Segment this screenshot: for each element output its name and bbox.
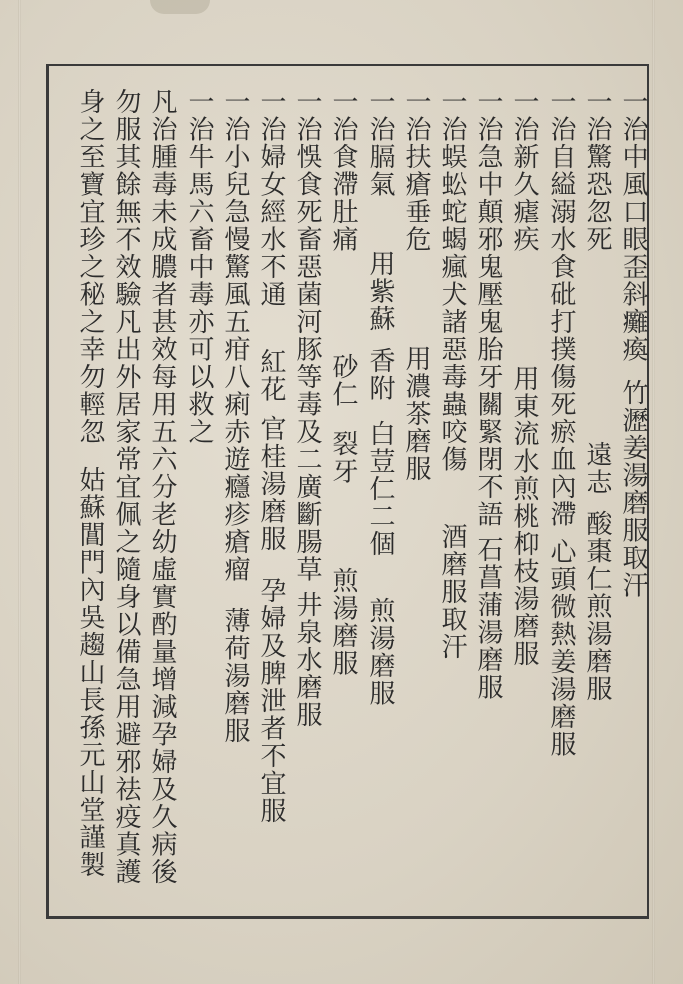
text-segment: 一治食滯肚痛 (328, 88, 358, 253)
text-segment: 薄荷湯磨服 (220, 607, 250, 745)
text-column-16 (73, 88, 107, 878)
text-segment: 一治小兒急慢驚風五疳八痢赤遊癮疹瘡瘤 (220, 88, 250, 583)
text-column-12 (218, 88, 252, 745)
text-segment: 一治中風口眼歪斜癱瘓 (618, 88, 648, 363)
text-segment: 身之至寶宜珍之秘之幸勿輕忽 (75, 88, 105, 446)
text-column-3 (544, 88, 578, 758)
text-column-4 (507, 88, 541, 668)
text-segment: 一治驚恐忽死 (582, 88, 612, 253)
text-column-7 (399, 88, 433, 483)
text-segment: 井泉水磨服 (292, 591, 322, 729)
text-column-13 (182, 88, 216, 446)
text-segment: 孕婦及脾泄者不宜服 (256, 576, 286, 824)
text-segment: 官桂湯磨服 (256, 415, 286, 553)
text-segment: 石菖蒲湯磨服 (473, 536, 503, 701)
text-column-6 (435, 88, 469, 661)
text-segment: 一治扶瘡垂危 (401, 88, 431, 253)
text-column-2 (580, 88, 614, 703)
text-segment: 砂仁 (328, 353, 358, 408)
text-segment: 勿服其餘無不效驗凡出外居家常宜佩之隨身以備急用避邪祛疫真護 (111, 88, 141, 886)
text-segment: 姑蘇閶門內吳趨山長孫元山堂謹製 (75, 465, 105, 878)
text-column-11 (254, 88, 288, 824)
text-segment: 裂牙 (328, 430, 358, 485)
text-column-15 (109, 88, 143, 886)
text-segment: 一治急中顛邪鬼壓鬼胎牙關緊閉不語 (473, 88, 503, 528)
text-column-14 (145, 88, 179, 886)
text-segment: 一治新久瘧疾 (509, 88, 539, 253)
text-segment: 一治蜈蚣蛇蝎瘋犬諸惡毒蟲咬傷 (437, 88, 467, 473)
page-fold-right (652, 0, 655, 984)
text-segment: 竹瀝姜湯磨服取汗 (618, 379, 648, 599)
text-segment: 瘀血內滯 (546, 418, 576, 528)
text-column-1 (616, 88, 650, 599)
text-segment: 煎湯磨服 (328, 567, 358, 677)
text-column-8 (363, 88, 397, 707)
text-segment: 用東流水煎桃枊枝湯磨服 (509, 365, 539, 668)
text-segment: 一治牛馬六畜中毒亦可以救之 (184, 88, 214, 446)
text-segment: 用紫蘇 (365, 250, 395, 333)
text-segment: 一治自縊溺水食砒打撲傷死 (546, 88, 576, 418)
text-column-9 (326, 88, 360, 677)
text-segment: 煎湯磨服 (365, 597, 395, 707)
paper-stain (150, 0, 210, 14)
page-fold-left (18, 0, 21, 984)
text-segment: 酒磨服取汗 (437, 523, 467, 661)
text-column-10 (290, 88, 324, 729)
text-segment: 遠志 (582, 441, 612, 496)
text-segment: 一治膈氣 (365, 88, 395, 198)
text-segment: 酸棗仁煎湯磨服 (582, 510, 612, 703)
text-segment: 香附 (365, 346, 395, 402)
text-segment: 心頭微熱姜湯磨服 (546, 538, 576, 758)
text-segment: 凡治腫毒未成膿者甚效每用五六分老幼虛實酌量增減孕婦及久病後 (147, 88, 177, 886)
text-segment: 白荳仁二個 (365, 419, 395, 557)
text-segment: 紅花 (256, 348, 286, 403)
text-segment: 一治悞食死畜惡菌河豚等毒及二廣斷腸草 (292, 88, 322, 583)
text-segment: 一治婦女經水不通 (256, 88, 286, 308)
text-column-5 (471, 88, 505, 701)
text-segment: 用濃茶磨服 (401, 345, 431, 483)
